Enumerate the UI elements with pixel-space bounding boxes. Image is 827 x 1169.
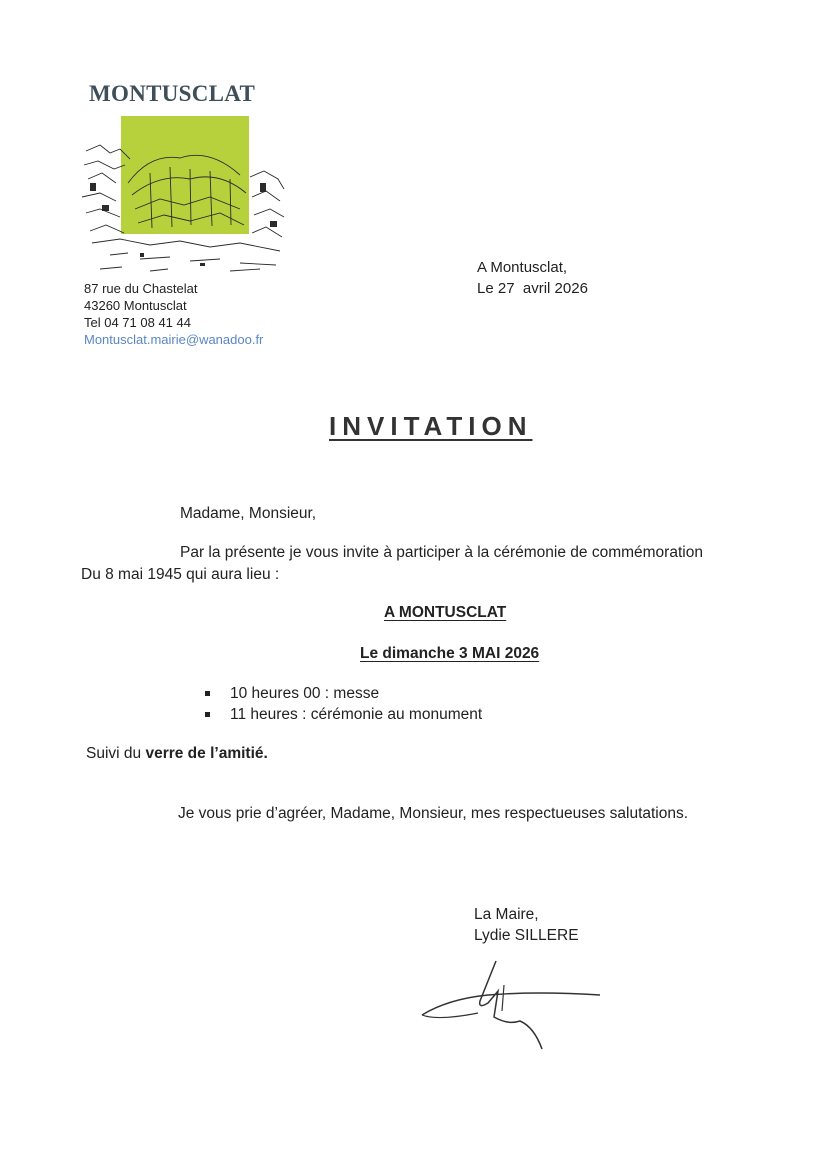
address-city: 43260 Montusclat [84,298,187,313]
schedule-item: 11 heures : cérémonie au monument [203,704,482,725]
followed-bold: verre de l’amitié. [145,745,268,762]
paragraph-line-2: Du 8 mai 1945 qui aura lieu : [81,566,280,583]
address-street: 87 rue du Chastelat [84,281,198,296]
salutation: Madame, Monsieur, [180,505,317,522]
email-link[interactable]: Montusclat.mairie@wanadoo.fr [84,332,264,347]
letter-date: Le 27 avril 2026 [477,280,588,297]
handwritten-signature [418,955,608,1055]
schedule-item: 10 heures 00 : messe [203,683,482,704]
followed-prefix: Suivi du [86,745,146,762]
signatory-role: La Maire, [474,906,539,923]
event-date: Le dimanche 3 MAI 2026 [360,645,540,662]
letter-place: A Montusclat, [477,259,568,276]
phone-number: Tel 04 71 08 41 44 [84,315,191,330]
schedule-list [203,683,482,725]
event-location: A MONTUSCLAT [384,604,507,621]
town-logo-image [80,113,286,275]
followed-by-line [86,745,268,763]
paragraph-line-1: Par la présente je vous invite à participer à la cérémonie de commémoration [180,544,703,561]
invitation-title: INVITATION [329,411,533,441]
town-logo-title: MONTUSCLAT [89,81,256,106]
signatory-name: Lydie SILLERE [474,927,579,944]
closing-formula: Je vous prie d’agréer, Madame, Monsieur, mes respectueuses salutations. [178,805,689,822]
